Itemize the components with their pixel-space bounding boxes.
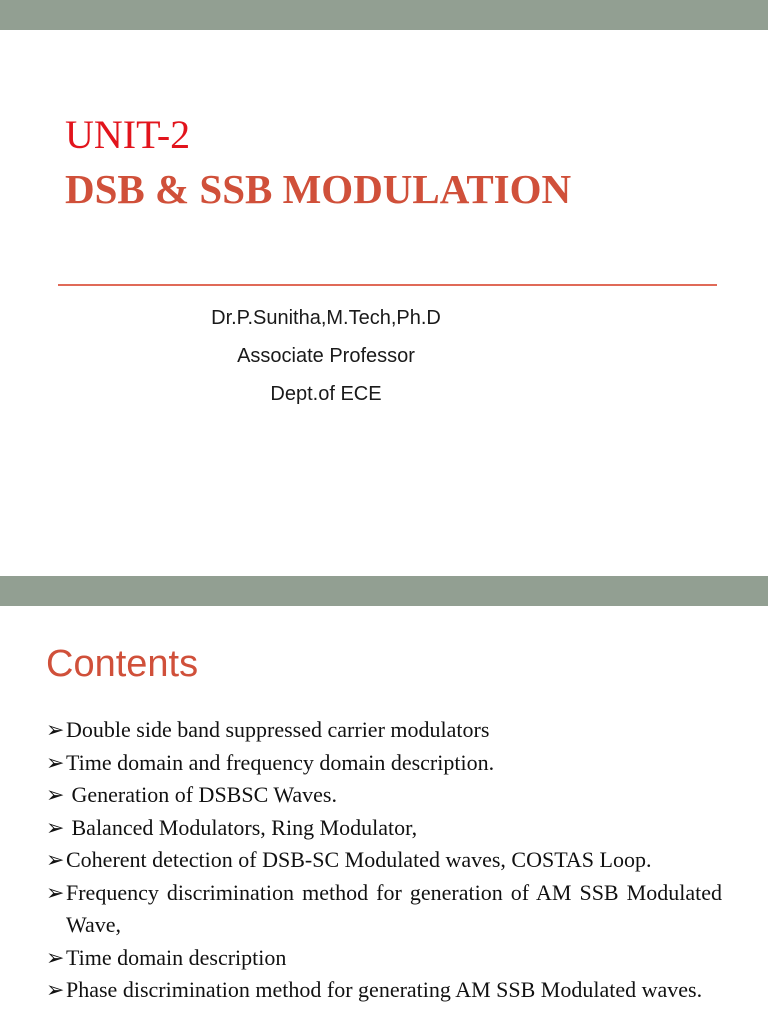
list-item: ➢Coherent detection of DSB-SC Modulated waves, COSTAS Loop.	[46, 844, 722, 877]
list-item: ➢Time domain description	[46, 942, 722, 975]
arrow-bullet-icon: ➢	[46, 749, 65, 775]
arrow-bullet-icon: ➢	[46, 717, 65, 742]
arrow-bullet-icon: ➢	[46, 944, 65, 970]
contents-list	[46, 714, 722, 1007]
author-dept: Dept.of ECE	[270, 383, 382, 405]
arrow-bullet-icon: ➢	[46, 782, 65, 807]
title-slide	[0, 30, 768, 576]
list-item: ➢Frequency discrimination method for generation of AM SSB Modulated Wave,	[46, 877, 722, 942]
list-item: ➢Double side band suppressed carrier modulators	[46, 714, 722, 747]
list-item: ➢ Balanced Modulators, Ring Modulator,	[46, 812, 722, 845]
unit-label: UNIT-2	[65, 112, 191, 157]
list-item: ➢Phase discrimination method for generating AM SSB Modulated waves.	[46, 974, 722, 1007]
top-bar	[0, 0, 768, 30]
contents-slide	[0, 606, 768, 1024]
slide-title: DSB & SSB MODULATION	[65, 166, 572, 212]
author-role: Associate Professor	[237, 345, 415, 367]
slide-divider-bar	[0, 576, 768, 606]
arrow-bullet-icon: ➢	[46, 977, 65, 1002]
list-item: ➢Time domain and frequency domain description.	[46, 747, 722, 780]
title-divider	[58, 284, 717, 286]
list-item: ➢ Generation of DSBSC Waves.	[46, 779, 722, 812]
contents-heading: Contents	[46, 643, 199, 685]
arrow-bullet-icon: ➢	[46, 847, 65, 872]
arrow-bullet-icon: ➢	[46, 814, 65, 840]
arrow-bullet-icon: ➢	[46, 879, 65, 905]
author-name: Dr.P.Sunitha,M.Tech,Ph.D	[211, 307, 441, 329]
